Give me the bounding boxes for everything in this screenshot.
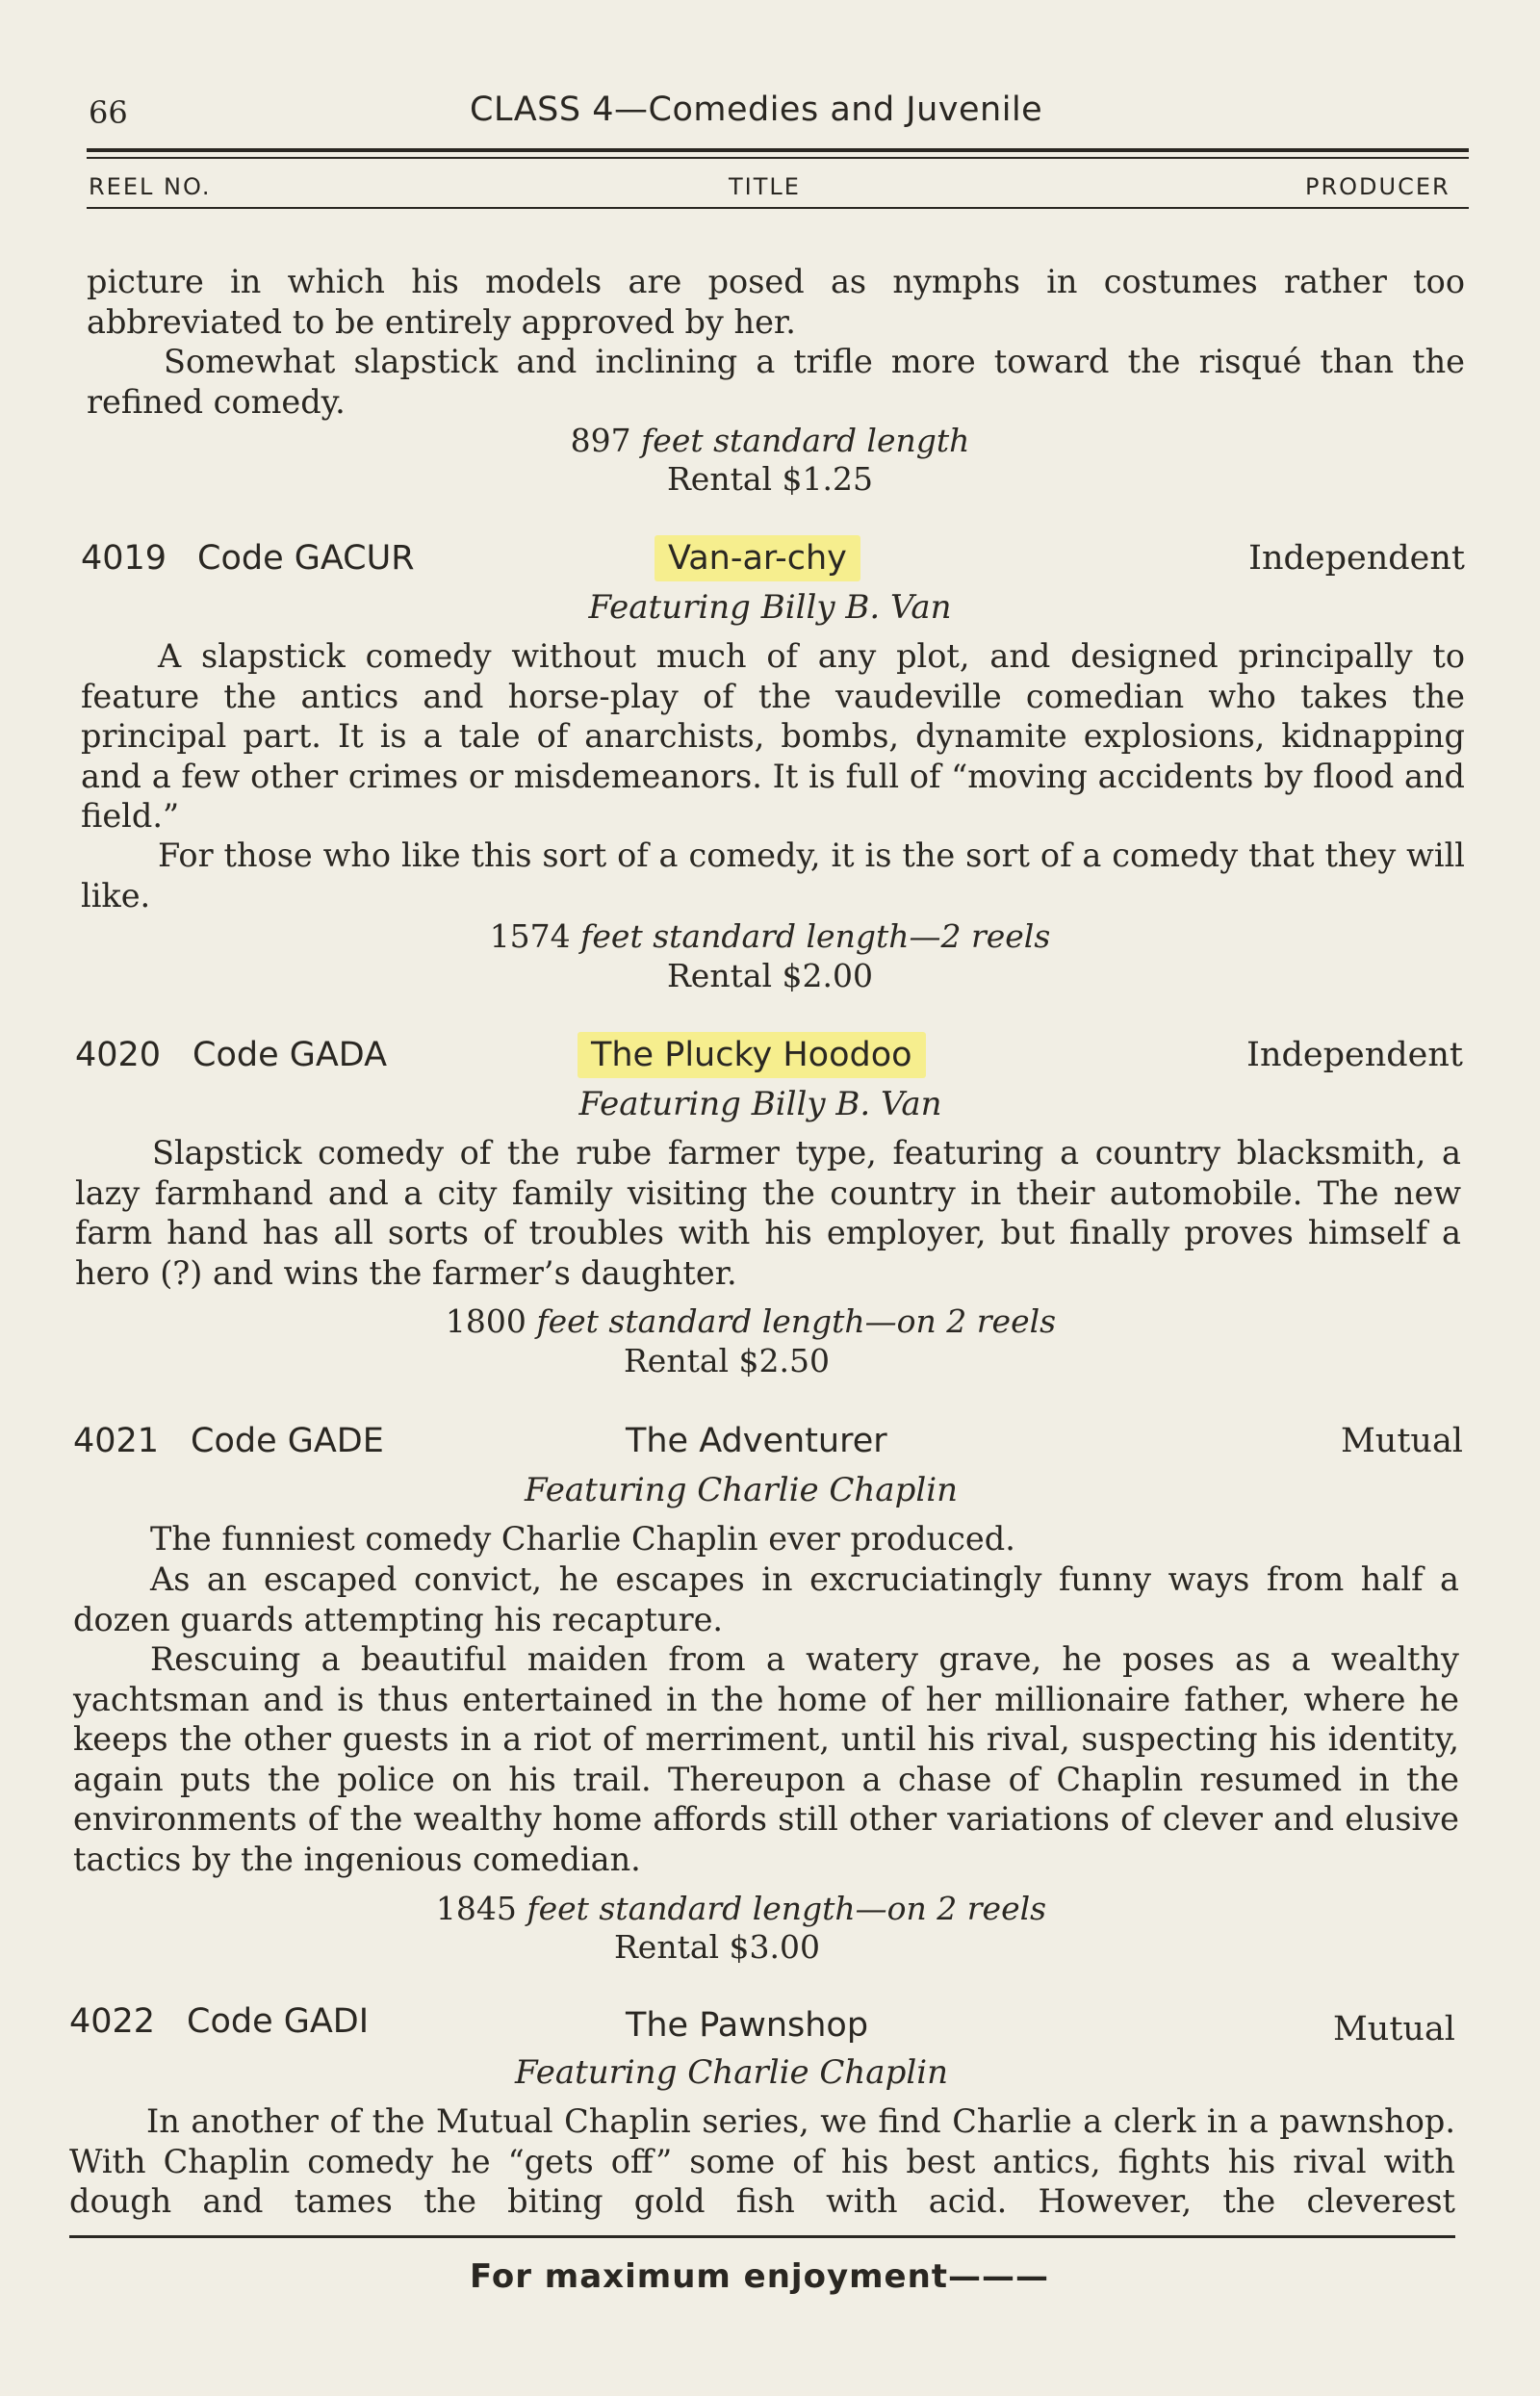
intro-paragraph-2: Somewhat slapstick and inclining a trifle more toward the risqué than the refined comedy. (87, 343, 1465, 421)
title-highlight: Van-ar-chy (654, 535, 860, 581)
featuring-line: Featuring Charlie Chaplin (515, 2053, 948, 2092)
entry-paragraph: In another of the Mutual Chaplin series, we find Charlie a clerk in a pawnshop. With Chaplin comedy he “gets off” some of his best antics, fights his rival with dough and tames the biting gold fish with acid. However, the cleverest (69, 2102, 1455, 2220)
header-rule-bottom (87, 207, 1469, 209)
entry-length (428, 1890, 1054, 1928)
intro-length (481, 422, 1059, 460)
code-word: Code GADI (187, 2002, 370, 2041)
entry-paragraph: Rescuing a beautiful maiden from a watery grave, he poses as a wealthy yachtsman and is thus entertained in the home of her millionaire father, where he keeps the other guests in a riot of merriment, until his rival, suspecting his identity, again puts the police on his trail. Thereupon a chase of Chaplin resumed in the environments of the wealthy home affords still other variations of clever and elusive tactics by the ingenious comedian. (73, 1640, 1459, 1878)
entry-paragraph: As an escaped convict, he escapes in excruciatingly funny ways from half a dozen guards attempting his recapture. (73, 1560, 1459, 1638)
column-head-reel: REEL NO. (89, 173, 212, 200)
column-head-producer: PRODUCER (1305, 173, 1450, 200)
code-word: Code GADA (192, 1036, 388, 1074)
producer: Independent (1246, 1036, 1463, 1074)
producer: Mutual (1332, 2010, 1455, 2048)
length-number: 1574 (489, 917, 571, 955)
length-number: 1800 (445, 1302, 526, 1340)
reel-number: 4022 (69, 2002, 156, 2041)
entry-rental: Rental $3.00 (613, 1928, 821, 1966)
reel-number: 4021 (73, 1422, 160, 1460)
entry-paragraph: The funniest comedy Charlie Chaplin ever produced. (150, 1520, 1015, 1558)
film-title: The Pawnshop (626, 2006, 869, 2045)
header-rule-2 (87, 157, 1469, 159)
length-text: feet standard length—on 2 reels (526, 1890, 1047, 1927)
featuring-line: Featuring Billy B. Van (578, 1085, 942, 1123)
producer: Independent (1248, 539, 1465, 578)
running-head: CLASS 4—Comedies and Juvenile (470, 90, 1043, 129)
film-title (578, 1036, 926, 1074)
length-text: feet standard length (641, 422, 970, 459)
code-word: Code GACUR (197, 539, 415, 578)
page-number: 66 (89, 94, 128, 131)
footer-rule (69, 2235, 1455, 2238)
footer-text: For maximum enjoyment——— (470, 2257, 1050, 2296)
column-head-title: TITLE (729, 173, 801, 200)
film-title (654, 539, 860, 578)
length-number: 897 (570, 422, 631, 459)
entry-length (481, 917, 1059, 956)
header-rule-top (87, 148, 1469, 152)
film-title: The Adventurer (626, 1422, 887, 1460)
length-number: 1845 (435, 1890, 517, 1927)
code-word: Code GADE (191, 1422, 384, 1460)
entry-length (438, 1302, 1064, 1341)
featuring-line: Featuring Charlie Chaplin (525, 1471, 958, 1509)
length-text: feet standard length—on 2 reels (536, 1302, 1057, 1340)
intro-paragraph-1: picture in which his models are posed as nymphs in costumes rather too abbreviated to be entirely approved by her. (87, 263, 1465, 341)
entry-paragraph: For those who like this sort of a comedy, it is the sort of a comedy that they will like. (81, 837, 1465, 915)
title-highlight: The Plucky Hoodoo (578, 1032, 926, 1078)
entry-rental: Rental $2.50 (623, 1342, 831, 1379)
entry-paragraph: A slapstick comedy without much of any plot, and designed principally to feature the antics and horse-play of the vaudeville comedian who takes the principal part. It is a tale of anarchists, bombs, dynamite explosions, kidnapping and a few other crimes or misdemeanors. It is full of “moving accidents by flood and field.” (81, 637, 1465, 835)
length-text: feet standard length—2 reels (580, 917, 1051, 955)
producer: Mutual (1340, 1422, 1463, 1460)
entry-rental: Rental $2.00 (666, 957, 874, 994)
featuring-line: Featuring Billy B. Van (588, 588, 952, 627)
intro-rental: Rental $1.25 (666, 460, 874, 498)
reel-number: 4020 (75, 1036, 162, 1074)
reel-number: 4019 (81, 539, 167, 578)
entry-paragraph: Slapstick comedy of the rube farmer type, featuring a country blacksmith, a lazy farmhand and a city family visiting the country in their automobile. The new farm hand has all sorts of troubles with his employer, but finally proves himself a hero (?) and wins the farmer’s daughter. (75, 1134, 1461, 1292)
